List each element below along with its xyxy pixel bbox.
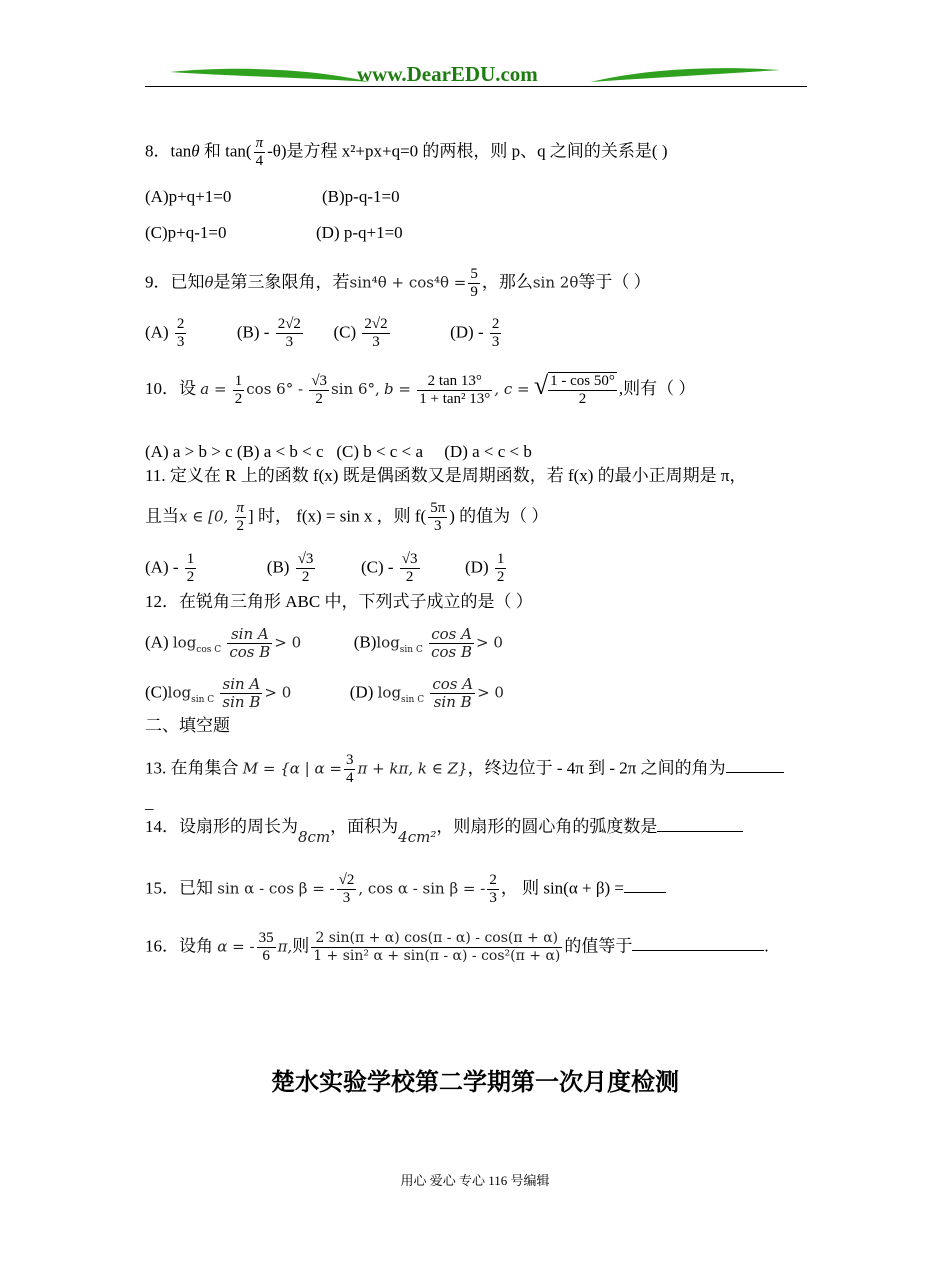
q11-options: (A) - $\frac{1}{2}$ (B) $\frac{√3}{2}$ (C) - $\frac{√3}{2}$ (D) $\frac{1}{2}$ [145, 551, 505, 585]
site-url[interactable]: www.DearEDU.com [357, 62, 538, 86]
q15-answer-blank[interactable] [624, 876, 666, 893]
question-12: 12．在锐角三角形 ABC 中，下列式子成立的是（ ） [145, 592, 533, 611]
question-13: 13. 在角集合 M = {α | α = $\frac{3}{4}$ π + kπ, k ∈ Z}，终边位于 - 4π 到 - 2π 之间的角为 [145, 752, 784, 787]
q13-continuation: _ [145, 793, 154, 812]
q10-options: (A) a > b > c (B) a < b < c (C) b < c < a (D) a < c < b [145, 442, 532, 461]
question-14: 14．设扇形的周长为8cm，面积为4cm²，则扇形的圆心角的弧度数是 [145, 815, 743, 838]
q16-answer-blank[interactable] [632, 934, 764, 951]
q12-options-ab: (A) $\log_{cos C}$ $\frac{\text{sin A}}{\text{cos B}}$ > 0 $(B)\log_{sin C}$ $\frac{\text{cos A}}{\text{cos B}}$ > 0 [145, 625, 503, 661]
question-15: 15．已知 sin α - cos β = - $\frac{√2}{3}$ , cos α - sin β = - $\frac{2}{3}$ ， 则 sin(α + β) = [145, 872, 666, 907]
swoosh-left-icon [170, 64, 370, 86]
q12-options-cd: $(C)\log_{sin C}$ $\frac{\text{sin A}}{\text{sin B}}$ > 0 (D) $\log_{sin C}$ $\frac{\text{cos A}}{\text{sin B}}$ > 0 [145, 675, 504, 711]
q8-option-d: (D) p-q+1=0 [316, 223, 403, 242]
question-10: 10．设 a = $\frac{1}{2}$ cos 6° - $\frac{√3}{2}$ sin 6°, b = $\frac{2 \tan 13^\circ}{\text{1 + tan² 13°}}$ , c = √ $\frac{1 - \cos 50^\circ}{2}$ ,则有（ ） [145, 370, 696, 407]
q9-options: (A) $\frac{2}{3}$ (B) - $\frac{2√2}{3}$ (C) $\frac{2√2}{3}$ (D) - $\frac{2}{3}$ [145, 316, 500, 350]
question-9: 9．已知θ是第三象限角，若sin⁴θ + cos⁴θ = $\frac{5}{9}$ ，那么sin 2θ等于（ ） [145, 266, 651, 300]
question-16: 16．设角 α = - $\frac{35}{6}$ π,则 $\frac{2 \sin(\pi + \alpha) \cos(\pi - \alpha) - \cos(\pi + \alpha)}{\text{1 + sin² α + sin(π - α) - cos²(π + α)}}$ 的值等于 . [145, 930, 769, 964]
q8-option-a: (A)p+q+1=0 [145, 187, 232, 206]
header-rule [145, 86, 807, 87]
header-banner [145, 60, 807, 88]
q14-answer-blank[interactable] [657, 815, 743, 832]
question-11-line2: 且当x ∈ [0, $\frac{\pi}{2}$ ] 时， f(x) = sin x ，则 f( $\frac{5\pi}{3}$ ) 的值为（ ） [145, 500, 549, 534]
question-11-line1: 11. 定义在 R 上的函数 f(x) 既是偶函数又是周期函数，若 f(x) 的最小正周期是 π， [145, 466, 747, 485]
q8-option-b: (B)p-q-1=0 [322, 187, 400, 206]
question-8: 8．tanθ 和 tan( $\frac{\pi}{4}$ -θ)是方程 x²+px+q=0 的两根，则 p、q 之间的关系是( ) [145, 135, 668, 169]
swoosh-right-icon [590, 64, 780, 86]
section-fill-in-heading: 二、填空题 [145, 716, 230, 735]
q13-answer-blank[interactable] [726, 756, 784, 773]
page-footer: 用心 爱心 专心 116 号编辑 [400, 1173, 550, 1188]
q8-option-c: (C)p+q-1=0 [145, 223, 227, 242]
page-title: 楚水实验学校第二学期第一次月度检测 [271, 1068, 679, 1096]
